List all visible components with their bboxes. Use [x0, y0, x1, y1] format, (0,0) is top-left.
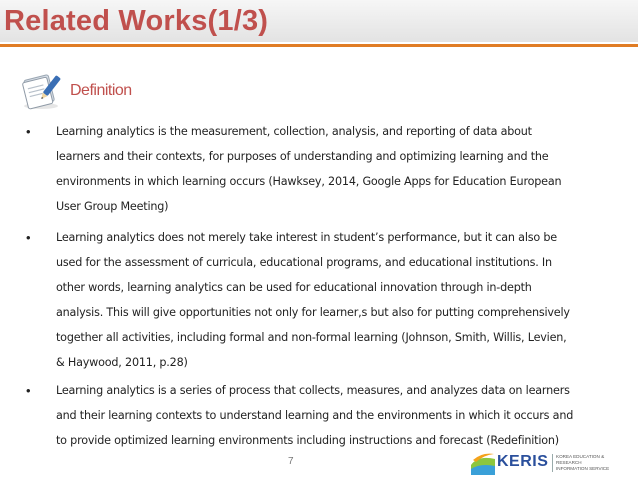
bullet-line: & Haywood, 2011, p.28) — [56, 356, 188, 369]
bullet-line: together all activities, including formal and non-formal learning (Johnson, Smith, Willis, Levien, — [56, 331, 567, 344]
page-number: 7 — [288, 456, 294, 467]
bullet-line: and their learning contexts to understand learning and the environments in which it occurs and — [56, 409, 574, 422]
logo-divider — [552, 454, 553, 472]
title-accent-bar — [0, 44, 638, 47]
document-pen-icon — [18, 72, 64, 112]
footer-logo — [470, 450, 630, 476]
bullet-line: User Group Meeting) — [56, 200, 169, 213]
bullet-line: to provide optimized learning environments including instructions and forecast (Redefinition) — [56, 434, 559, 447]
keris-logo-mark — [470, 450, 496, 476]
bullet-line: Learning analytics is the measurement, collection, analysis, and reporting of data about — [56, 125, 532, 138]
bullet-line: Learning analytics does not merely take interest in student’s performance, but it can also be — [56, 231, 557, 244]
bullet-line: environments in which learning occurs (Hawksey, 2014, Google Apps for Education European — [56, 175, 562, 188]
slide-title: Related Works(1/3) — [4, 5, 269, 37]
bullet-marker: • — [26, 230, 31, 245]
bullet-marker: • — [26, 383, 31, 398]
bullet-line: analysis. This will give opportunities not only for learner,s but also for putting comprehensively — [56, 306, 570, 319]
bullet-marker: • — [26, 124, 31, 139]
bullet-line: Learning analytics is a series of process that collects, measures, and analyzes data on learners — [56, 384, 570, 397]
logo-org-line: INFORMATION SERVICE — [556, 466, 610, 471]
section-subtitle: Definition — [70, 82, 132, 99]
logo-wordmark: KERIS — [497, 453, 549, 470]
bullet-line: learners and their contexts, for purposes of understanding and optimizing learning and the — [56, 150, 549, 163]
bullet-line: used for the assessment of curricula, educational programs, and educational institutions. In — [56, 256, 552, 269]
logo-org-name — [556, 454, 628, 472]
bullet-line: other words, learning analytics can be used for educational innovation through in-depth — [56, 281, 532, 294]
logo-org-line: KOREA EDUCATION & RESEARCH — [556, 454, 605, 465]
